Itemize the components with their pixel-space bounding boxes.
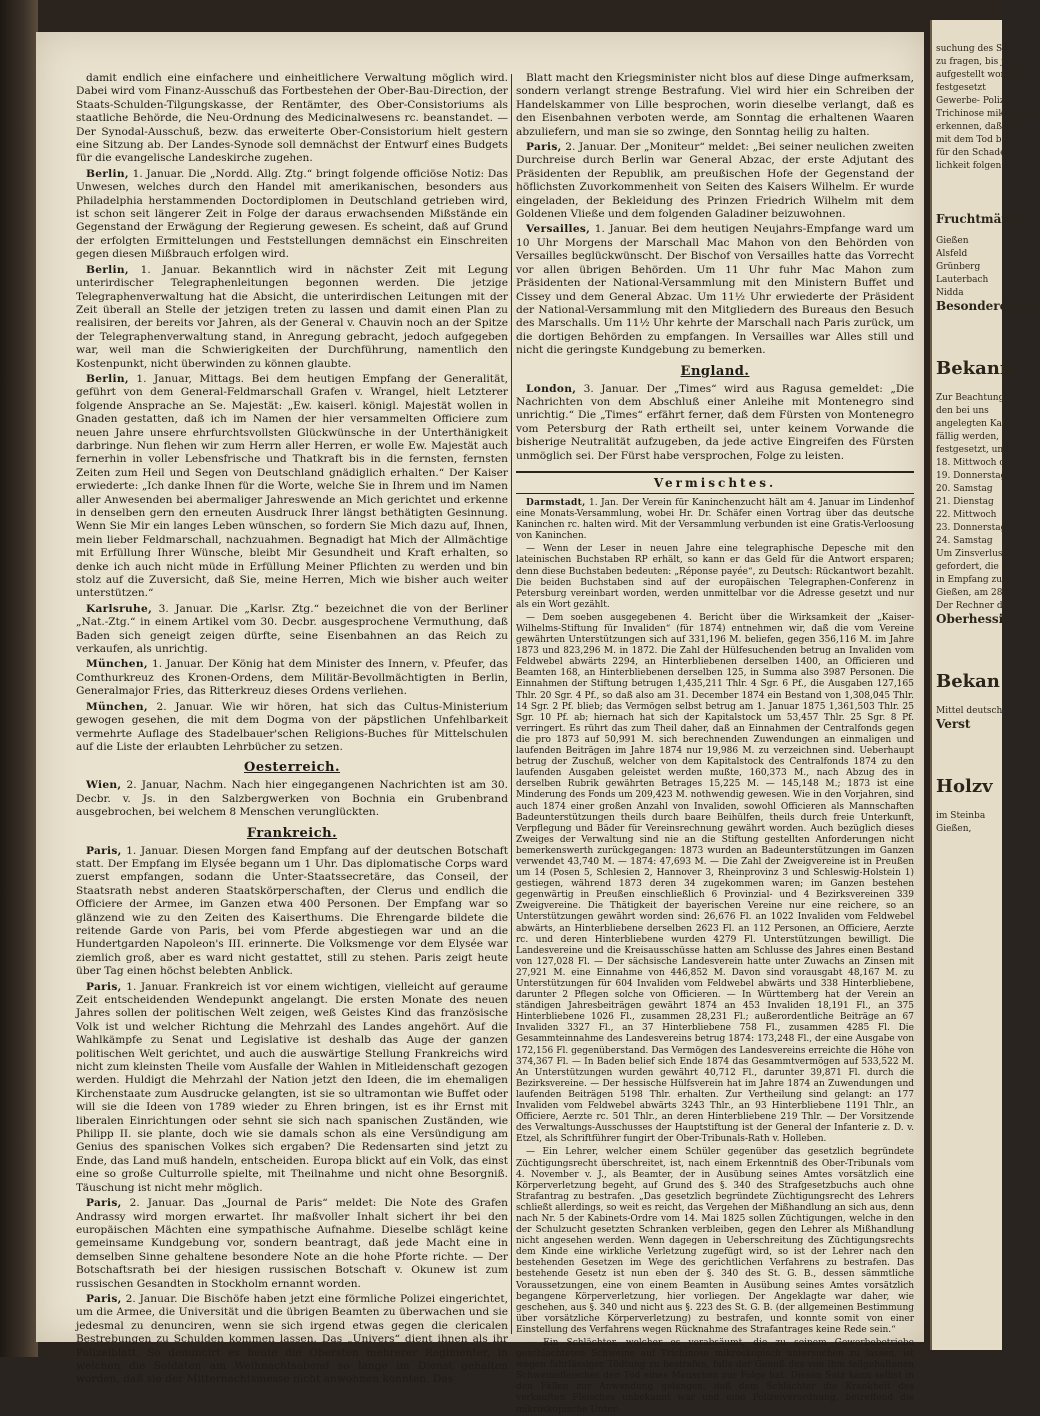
adjacent-page-fragment: Um Zinsverluste xyxy=(936,549,1012,559)
adjacent-page-fragment: Trichinose mikroskope xyxy=(936,109,1040,119)
left-column xyxy=(76,72,509,1386)
article-paragraph xyxy=(76,845,508,979)
article-paragraph xyxy=(76,168,508,262)
adjacent-page-fragment: Gießen, am 28 xyxy=(936,588,1003,598)
article-paragraph xyxy=(76,981,508,1196)
adjacent-page-fragment: Gewerbe- Polizei xyxy=(936,96,1013,106)
adjacent-page-fragment: 20. Samstag xyxy=(936,484,993,494)
article-paragraph xyxy=(516,498,914,542)
article-paragraph xyxy=(76,1197,508,1291)
adjacent-page-fragment: aufgestellt worden xyxy=(936,70,1022,80)
article-text: — Dem soeben ausgegebenen 4. Bericht über die Wirksamkeit der „Kaiser-Wilhelms-Stiftung für Invaliden“ (für 1874) entnehmen wir, daß die vom Vereine gewährten Unterstützungen sich auf 331,196 M. beliefen, gegen 356,116 M. im Jahre 1873 und 823,296 M. in 1872. Die Zahl der Hülfesuchenden betrug an Invaliden vom Feldwebel abwärts 2294, an Hinterbliebenen derselben 1400, an Officieren und Beamten 168, an Hinterbliebenen derselben 125, in Summa also 3987 Personen. Die Einnahmen der Stiftung betrugen 1,435,211 Thlr. 4 Sgr. 6 Pf., die Ausgaben 127,165 Thlr. 20 Sgr. 4 Pf., so daß also am 31. December 1874 ein Bestand von 1,308,045 Thlr. 14 Sgr. 2 Pf. blieb; das Vermögen selbst betrug am 1. Januar 1875 1,361,503 Thlr. 25 Sgr. 10 Pf. ab; hiernach hat sich der Kapitalstock um 53,457 Thlr. 25 Sgr. 8 Pf. verringert. Es rührt das zum Theil daher, daß an Einnahmen der Centralfonds gegen die pro 1873 auf 50,991 M. sich berechnenden Zuwendungen an einmaligen und laufenden Beiträgen im Jahre 1874 nur 19,986 M. zu verzeichnen sind. Ueberhaupt betrug der Zuschuß, welcher von dem Kapitalstock des Centralfonds 1874 zu den laufenden Ausgaben geleistet werden mußte, 160,373 M., nach Abzug des in derselben Rubrik gewährten Betrages 15,225 M. — 145,148 M.; 1873 ist eine Minderung des Fonds um 209,423 M. nothwendig gewesen. Wie in den Vorjahren, sind auch 1874 einer großen Anzahl von Invaliden, sowohl Officieren als Mannschaften Badeunterstützungen theils durch baare Beihülfen, theils durch freie Unterkunft, Verpflegung und Bäder für Vereinsrechnung gewährt worden. Auch bezüglich dieses Zweiges der Verwaltung sind nie an die Stiftung gestellten Anforderungen nicht bemerkenswerth zurückgegangen: 1873 wurden an Badeunterstützungen im Ganzen verwendet 43,740 M. — 1874: 47,693 M. — Die Zahl der Zweigvereine ist in Preußen um 14 (Posen 5, Schlesien 2, Hannover 3, Rheinprovinz 3 und Schleswig-Holstein 1) gestiegen, während 1873 deren 34 zugekommen waren; im Ganzen bestehen gegenwärtig in Preußen einschließlich 6 Provinzial- und 4 Bezirksvereinen 339 Zweigvereine. Die Thätigkeit der bayerischen Vereine nur eine reichere, so an Unterstützungen gewährt worden sind: 26,676 Fl. an 1022 Invaliden vom Feldwebel abwärts, an Hinterbliebene derselben 2623 Fl. an 112 Personen, an Officiere, Aerzte rc. und deren Hinterbliebene wurden 4279 Fl. Unterstützungen bewilligt. Die Landesvereine und die Kreisausschüsse hatten am Schlusse des Jahres einen Bestand von 127,028 Fl. — Der sächsische Landesverein hatte unter Zuwachs an Zinsen mit 27,921 M. eine Einnahme von 446,852 M. Davon sind vorausgabt 48,167 M. zu Unterstützungen für 604 Invaliden vom Feldwebel abwärts und 338 Hinterbliebene, darunter 2 Pflegen solche von Officieren. — In Württemberg hat der Verein an ständigen Jahresbeiträgen gewährt 1874 an 453 Invaliden 18,191 Fl., an 375 Hinterbliebene 1026 Fl., zusammen 28,231 Fl.; außerordentliche Beiträge an 67 Invaliden 3327 Fl., an 37 Hinterbliebene 758 Fl., zusammen 4285 Fl. Die Gesammteinnahme des Landesvereins betrug 1874: 173,248 Fl., der eine Ausgabe von 172,156 Fl. gegenüberstand. Das Vermögen des Landesvereins erreichte die Höhe von 374,367 Fl. — In Baden belief sich Ende 1874 das Gesammtvermögen auf 533,522 M. An Unterstützungen wurden gewährt 40,712 Fl., darunter 39,871 Fl. durch die Bezirksvereine. — Der hessische Hülfsverein hat im Jahre 1874 an Zuwendungen und laufenden Beiträgen 5198 Thlr. erhalten. Zur Vertheilung sind gelangt: an 177 Invaliden vom Feldwebel abwärts 3243 Thlr., an 93 Hinterbliebene 1191 Thlr., an Officiere, Aerzte rc. 501 Thlr., an deren Hinterbliebene 219 Thlr. — Der Vorsitzende des Verwaltungs-Ausschusses der Hauptstiftung ist der General der Infanterie z. D. v. Etzel, als Schriftführer fungirt der Ober-Tribunals-Rath v. Holleben. xyxy=(516,612,914,1145)
article-text: 1. Januar. Bekanntlich wird in nächster Zeit mit Legung unterirdischer Telegraphenleitungen begonnen werden. Die jetzige Telegraphenverwaltung hat die Absicht, die unterirdischen Leitungen mit der Zeit überall an Stelle der jetzigen treten zu lassen und damit einen Plan zu realisiren, der bereits vor Jahren, als der General v. Chauvin noch an der Spitze der Telegraphenverwaltung stand, in Anregung gebracht, jedoch aufgegeben war, weil man die Schwierigkeiten der Durchführung, namentlich den Kostenpunkt, nicht überwinden zu können glaubte. xyxy=(76,263,508,370)
dateline: Darmstadt, xyxy=(526,497,586,508)
adjacent-page-edge xyxy=(930,20,1040,1350)
adjacent-page-fragment: festgesetzt xyxy=(936,83,986,93)
adjacent-page-fragment: Gießen, xyxy=(936,824,972,834)
article-paragraph xyxy=(76,603,508,657)
article-paragraph xyxy=(516,72,914,139)
article-text: 3. Januar. Der „Times“ wird aus Ragusa gemeldet: „Die Nachrichten von dem Abschluß einer Anleihe mit Montenegro sind unrichtig.“ Die „Times“ erfährt ferner, daß dem Fürsten von Montenegro vom Petersburg der Rath ertheilt sei, unter keinem Vorwande die bisherige Neutralität aufzugeben, da jede active Eingreifen des Fürsten unmöglich sei. Der Fürst habe versprochen, Folge zu leisten. xyxy=(516,382,914,462)
adjacent-page-fragment: 18. Mittwoch d. xyxy=(936,458,1008,468)
article-paragraph xyxy=(76,658,508,698)
adjacent-page-fragment: 22. Mittwoch xyxy=(936,510,997,520)
article-text: 2. Januar, Nachm. Nach hier eingegangenen Nachrichten ist am 30. Decbr. v. Js. in den Salzbergwerken von Bochnia ein Grubenbrand ausgebrochen, bei welchem 8 Menschen verunglückten. xyxy=(76,779,509,819)
adjacent-page-fragment: Mittel deutsch xyxy=(936,706,1003,716)
article-text: 2. Januar. Wie wir hören, hat sich das Cultus-Ministerium gewogen gesehen, die mit dem Dogma von der päpstlichen Unfehlbarkeit vermehrte Auflage des Stadelbauer'schen Religions-Buches für Mittelschulen auf die Liste der erlaubten Lehrbücher zu setzen. xyxy=(76,700,508,753)
article-text: 3. Januar. Die „Karlsr. Ztg.“ bezeichnet die von der Berliner „Nat.-Ztg.“ in einem Artikel vom 30. Decbr. ausgesprochene Vermuthung, daß Baden sich geneigt zeigen dürfte, seine Eisenbahnen an das Reich zu verkaufen, als unrichtig. xyxy=(76,602,508,656)
adjacent-page-fragment: Der Rechner d xyxy=(936,601,1003,611)
adjacent-page-fragment: erkennen, daß die xyxy=(936,122,1019,132)
article-paragraph xyxy=(76,373,508,601)
section-heading: England. xyxy=(680,363,750,379)
adjacent-page-fragment: festgesetzt, und xyxy=(936,445,1009,455)
adjacent-page-fragment: 21. Dienstag xyxy=(936,497,994,507)
section-heading: Oesterreich. xyxy=(244,760,340,776)
article-text: — Ein Schlächter, welcher es verabsäumt, die zu seinem Gewerbebetriebe geschlachteten Schweine auf Trichinose mikroskopisch untersuchen zu lassen, ist wegen fahrlässiger Tödtung zu bestrafen, falls der Genuß des von ihm feilgehaltenen Schweinefleisches den Tod eines Menschen zur Folge hat. Diesen Satz kann selbst in den Fällen zur Anwendung gelangen, daß dem Schlächter die Krankheit des verkauften Fleisches unbekannt war und eine Polizeiverordnung, betreffend die mikroskopische Unter- xyxy=(516,1338,914,1415)
adjacent-page-fragment: mit dem Tod bezahlt xyxy=(936,135,1030,145)
article-text: 1. Januar, Mittags. Bei dem heutigen Empfang der Generalität, geführt von dem General-Feldmarschall Grafen v. Wrangel, hielt Letzterer folgende Ansprache an Se. Majestät: „Ew. kaiserl. königl. Majestät wollen in Gnaden gestatten, daß ich im Namen der hier versammelten Officiere zum neuen Jahre unsere ehrfurchtsvollsten Glückwünsche in der Unterthänigkeit darbringe. Nun flehen wir zum Herrn aller Herren, er wolle Ew. Majestät auch fernerhin in voller Lebensfrische und Thatkraft bis in die fernsten, fernsten Zeiten zum Heil und Segen von Deutschland gnädiglich erhalten.“ Der Kaiser erwiederte: „Ich danke Ihnen für die Worte, welche Sie in Ihrem und im Namen aller Anwesenden bei abermaliger Jahreswende an Mich gerichtet und erkenne in denselben gern den erneuten Ausdruck Ihrer längst bethätigten Gesinnung. Wenn Sie Mir ein langes Leben wünschen, so fordern Sie Mich dazu auf, Ihnen, mein lieber Feldmarschall, nachzuahmen. Begnadigt hat Mich der Allmächtige mit Erfüllung Ihrer Wünsche, bleibt Mir Gesundheit und Kraft erhalten, so denke ich auch nicht müde in Erfüllung Meiner Pflichten zu werden und bin stolz auf die Zuversicht, daß Sie, meine Herren, Mich wie bisher auch weiter unterstützen.“ xyxy=(76,372,509,600)
article-text: 1. Januar. Frankreich ist vor einem wichtigen, vielleicht auf geraume Zeit entscheidenden Wendepunkt angelangt. Die ersten Monate des neuen Jahres sollen der politischen Welt zeigen, weß Geistes Kind das französische Volk ist und welcher Richtung die Mehrzahl des Landes angehört. Auf die Wahlkämpfe zu Senat und Legislative ist deshalb das Auge der ganzen politischen Welt gerichtet, und auch die auswärtige Stellung Frankreichs wird nicht zum kleinsten Theile vom Ausfalle der Wahlen in Mitleidenschaft gezogen werden. Huldigt die Mehrzahl der Nation jetzt den Ideen, die im ehemaligen Kirchenstaate zum Ausdrucke gelangten, ist sie so ultramontan wie Buffet oder will sie die Ideen von 1789 wieder zu Ehren bringen, ist es ihr Ernst mit liberalen Einrichtungen oder sehnt sie sich nach spanischen Zuständen, wie Philipp II. sie plante, doch wie sie damals schon als eine Versündigung am Genius des spanischen Volkes sich ergaben? Die Redensarten sind jetzt zu Ende, das Land muß handeln, entscheiden. Europa blickt auf ein Volk, das einst eine so große Culturrolle spielte, mit Theilnahme und nicht ohne Besorgniß. Täuschung ist nicht mehr möglich. xyxy=(76,980,508,1194)
article-text: Blatt macht den Kriegsminister nicht blos auf diese Dinge aufmerksam, sondern verlangt strenge Bestrafung. Viel wird hier ein Schreiben der Handelskammer von Lille besprochen, worin dieselbe verlangt, daß es den Eisenbahnen verboten werde, am Sonntag die erhaltenen Waaren abzuliefern, und man sie so zwinge, den Sonntag heilig zu halten. xyxy=(516,72,914,138)
adjacent-page-fragment: Oberhessi xyxy=(936,612,1004,626)
dateline: Karlsruhe, xyxy=(86,602,153,615)
dateline: Paris, xyxy=(86,844,122,857)
article-text: — Ein Lehrer, welcher einem Schüler gegenüber das gesetzlich begründete Züchtigungsrecht überschreitet, ist, nach einem Erkenntniß des Ober-Tribunals vom 4. November v. J., als Beamter, der in Ausübung seines Amtes vorsätzlich eine Körperverletzung begeht, auf Grund des §. 340 des Strafgesetzbuchs auch ohne Strafantrag zu bestrafen. „Das gesetzlich begründete Züchtigungsrecht des Lehrers schließt allerdings, so weit es reicht, das Vergehen der Mißhandlung an sich aus, denn nach Nr. 5 der Kabinets-Ordre vom 14. Mai 1825 sollen Züchtigungen, welche in den der Schulzucht gesetzten Schranken verbleiben, gegen den Lehrer als Mißhandlung nicht angesehen werden. Wenn dagegen in Ueberschreitung des Züchtigungsrechts dem Kinde eine wirkliche Verletzung zugefügt wird, so ist der Lehrer nach den bestehenden Gesetzen im Wege des gerichtlichen Verfahrens zu bestrafen. Das bestehende Gesetz ist nun eben der §. 340 des St. G. B., dessen sämmtliche Voraussetzungen, eine von einem Beamten in Ausübung seines Amtes vorsätzlich begangene Körperverletzung, hier vorliegen. Der Angeklagte war daher, wie geschehen, aus §. 340 und nicht aus §. 223 des St. G. B. (der allgemeinen Bestimmung über vorsätzliche Körperverletzung) zu bestrafen, und konnte somit von einer Einstellung des Verfahrens wegen Rücknahme des Strafantrages keine Rede sein.“ xyxy=(516,1147,914,1335)
article-text: damit endlich eine einfachere und einheitlichere Verwaltung möglich wird. Dabei wird vom Finanz-Ausschuß das Fortbestehen der Ober-Bau-Direction, der Staats-Schulden-Tilgungskasse, der Rentämter, des Ober-Consistoriums als staatliche Behörde, die Neu-Ordnung des Medicinalwesens rc. beanstandet. — Der Synodal-Ausschuß, bezw. das erweiterte Ober-Consistorium hielt gestern eine Sitzung ab. Der Landes-Synode soll demnächst der Entwurf eines Budgets für die evangelische Landeskirche zugehen. xyxy=(76,72,508,165)
article-text: 1. Januar. Diesen Morgen fand Empfang auf der deutschen Botschaft statt. Der Empfang im Elysée begann um 1 Uhr. Das diplomatische Corps ward zuerst empfangen, sodann die Unter-Staatssecretäre, das Conseil, der Staatsrath nebst anderen Staatskörperschaften, der Clerus und endlich die Officiere der Armee, im Ganzen etwa 400 Personen. Der Empfang war so glänzend wie zu den Zeiten des Kaiserthums. Die Ehrengarde bildete die reitende Garde von Paris, bei vom Pferde abgestiegen war und an die Hundertgarden Napoleon's III. erinnerte. Die Volksmenge vor dem Elysée war ziemlich groß, aber es ward nicht gestattet, still zu stehen. Paris zeigt heute über Tag einen höchst belebten Anblick. xyxy=(76,844,508,978)
article-paragraph xyxy=(76,779,508,819)
article-paragraph xyxy=(516,141,914,221)
adjacent-page-fragment: Lauterbach xyxy=(936,275,989,285)
adjacent-page-fragment: zu fragen, bis jü xyxy=(936,57,1010,67)
newspaper-page xyxy=(36,32,924,1415)
article-text: 1. Jan. Der Verein für Kaninchenzucht hält am 4. Januar im Lindenhof eine Monats-Versammlung, wobei Hr. Dr. Schäfer einen Vortrag über das deutsche Kaninchen rc. halten wird. Mit der Versammlung verbunden ist eine Gratis-Verloosung von Kaninchen. xyxy=(516,497,914,542)
adjacent-page-fragment: im Steinba xyxy=(936,811,986,821)
article-paragraph xyxy=(76,701,508,755)
article-paragraph xyxy=(76,264,508,371)
miscellaneous-heading: Vermischtes. xyxy=(516,471,914,494)
adjacent-page-fragment: Nidda xyxy=(936,288,964,298)
adjacent-page-fragment: Alsfeld xyxy=(936,249,968,259)
adjacent-page-fragment: lichkeit folgen. xyxy=(936,161,1005,171)
adjacent-page-fragment: Fruchtmärkte xyxy=(936,212,1030,226)
adjacent-page-fragment: Zur Beachtung xyxy=(936,393,1005,403)
adjacent-page-fragment: Besondere Bek xyxy=(936,299,1038,313)
article-paragraph xyxy=(516,613,914,1146)
dateline: Berlin, xyxy=(86,167,129,180)
dateline: Paris, xyxy=(86,1292,122,1305)
dateline: Paris, xyxy=(526,141,562,154)
adjacent-page-fragment: Grünberg xyxy=(936,262,981,272)
dateline: Wien, xyxy=(86,779,122,792)
right-column xyxy=(516,72,914,1415)
column-rule xyxy=(511,74,512,1334)
article-text: 2. Januar. Der „Moniteur“ meldet: „Bei seiner neulichen zweiten Durchreise durch Berlin war General Abzac, der erste Adjutant des Präsidenten der Republik, am preußischen Hofe der Gegenstand der höflichsten Zuvorkommenheit von Seiten des Kaisers Wilhelm. Er wurde eingeladen, der Bekleidung des Prinzen Friedrich Wilhelm mit dem Goldenen Vließe und dem folgenden Galadiner beizuwohnen. xyxy=(516,141,914,221)
article-text: 1. Januar. Die „Nordd. Allg. Ztg.“ bringt folgende officiöse Notiz: Das Unwesen, welches durch den Handel mit amerikanischen, besonders aus Philadelphia herstammenden Doctordiplomen in Deutschland getrieben wird, ist schon seit längerer Zeit in Folge der daraus erwachsenden Mißstände ein Gegenstand der Erwägung der Regierung gewesen. Es scheint, daß auf Grund der erfolgten Ermittelungen und Feststellungen demnächst ein Einschreiten gegen diesen Mißbrauch erfolgen wird. xyxy=(76,167,508,261)
adjacent-page-fragment: angelegten Kapital xyxy=(936,419,1023,429)
adjacent-page-fragment: Verst xyxy=(936,717,971,731)
dateline: Berlin, xyxy=(86,372,129,385)
adjacent-page-fragment: fällig werden, xyxy=(936,432,1000,442)
dateline: London, xyxy=(526,382,577,395)
article-paragraph xyxy=(76,1293,508,1387)
article-paragraph xyxy=(76,72,508,166)
dateline: München, xyxy=(86,658,148,671)
adjacent-page-fragment: Bekann xyxy=(936,358,1013,379)
article-text: 2. Januar. Das „Journal de Paris“ meldet: Die Note des Grafen Andrassy wird morgen erwartet. Ihr maßvoller Inhalt sichert ihr bei den europäischen Mächten eine sympathische Aufnahme. Dieselbe schlägt keine gemeinsame Kundgebung vor, sondern beantragt, daß jede Macht eine in demselben Sinne gehaltene besondere Note an die hohe Pforte richte. — Der Botschaftsrath bei der hiesigen russischen Botschaft v. Okunew ist zum russischen Gesandten in Stockholm ernannt worden. xyxy=(76,1197,508,1290)
dateline: München, xyxy=(86,700,148,713)
article-paragraph xyxy=(516,383,914,463)
article-paragraph xyxy=(516,1338,914,1416)
adjacent-page-fragment: in Empfang zu ne xyxy=(936,575,1017,585)
dateline: Paris, xyxy=(86,1197,122,1210)
adjacent-page-fragment: Holzv xyxy=(936,776,993,797)
article-text: 1. Januar. Bei dem heutigen Neujahrs-Empfange ward um 10 Uhr Morgens der Marschall Mac Mahon von den Behörden von Versailles beglückwünscht. Der Bischof von Versailles hatte das Vorrecht vor allen übrigen Behörden. Um 11 Uhr fuhr Mac Mahon zum Präsidenten der National-Versammlung mit den Ministern Buffet und Cissey und dem General Abzac. Um 11½ Uhr erwiederte der Präsident der National-Versammlung mit den Mitgliedern des Bureaus den Besuch des Marschalls. Um 11½ Uhr kehrte der Marschall nach Paris zurück, um die dortigen Behörden zu empfangen. In Versailles war Alles still und nicht die geringste Kundgebung zu bemerken. xyxy=(516,223,914,357)
adjacent-page-fragment: Gießen xyxy=(936,236,969,246)
dateline: Versailles, xyxy=(526,223,591,236)
adjacent-page-fragment: suchung des Schw xyxy=(936,44,1021,54)
adjacent-page-fragment: 23. Donnerstag xyxy=(936,523,1007,533)
adjacent-page-fragment: für den Schaden. xyxy=(936,148,1015,158)
miscellaneous-section xyxy=(516,498,914,1416)
adjacent-page-fragment: 19. Donnerstag xyxy=(936,471,1007,481)
adjacent-page-fragment: den bei uns xyxy=(936,406,989,416)
adjacent-page-fragment: gefordert, die Be xyxy=(936,562,1014,572)
book-spine xyxy=(0,0,38,1357)
article-text: 1. Januar. Der König hat dem Minister des Innern, v. Pfeufer, das Comthurkreuz des Kronen-Ordens, dem Militär-Bevollmächtigten in Berlin, Generalmajor Fries, das Ritterkreuz dieses Ordens verliehen. xyxy=(76,658,508,698)
article-paragraph xyxy=(516,544,914,611)
dateline: Berlin, xyxy=(86,263,129,276)
article-paragraph xyxy=(516,1147,914,1336)
section-heading: Frankreich. xyxy=(246,825,338,841)
article-paragraph xyxy=(516,223,914,357)
dateline: Paris, xyxy=(86,980,122,993)
adjacent-page-fragment: Bekan xyxy=(936,671,1000,692)
article-text: — Wenn der Leser in neuen Jahre eine telegraphische Depesche mit den lateinischen Buchstaben RP erhält, so kann er das Geld für die Antwort ersparen; denn diese Buchstaben bedeuten: „Réponse payée“, zu Deutsch: Rückantwort bezahlt. Die beiden Buchstaben sind auf der europäischen Telegraphen-Conferenz in Petersburg vereinbart worden, werden unmittelbar vor die Adresse gesetzt und nur als ein Wort gezählt. xyxy=(516,544,914,610)
adjacent-page-fragment: 24. Samstag xyxy=(936,536,993,546)
article-text: 2. Januar. Die Bischöfe haben jetzt eine förmliche Polizei eingerichtet, um die Armee, die Universität und die übrigen Beamten zu überwachen und sie jedesmal zu denunciren, wenn sie sich irgend etwas gegen die clericalen Bestrebungen zu Schulden kommen lassen. Das „Univers“ dient ihnen als ihr Polizeiblatt. So denuncirt es heute die Obersten mehrerer Regimenter, in welchen die Soldaten am Weihnachtsabend so lange im Dienst gehalten worden, daß sie der Mitternachtsmesse nicht anwohnen konnten. Das xyxy=(76,1292,508,1386)
